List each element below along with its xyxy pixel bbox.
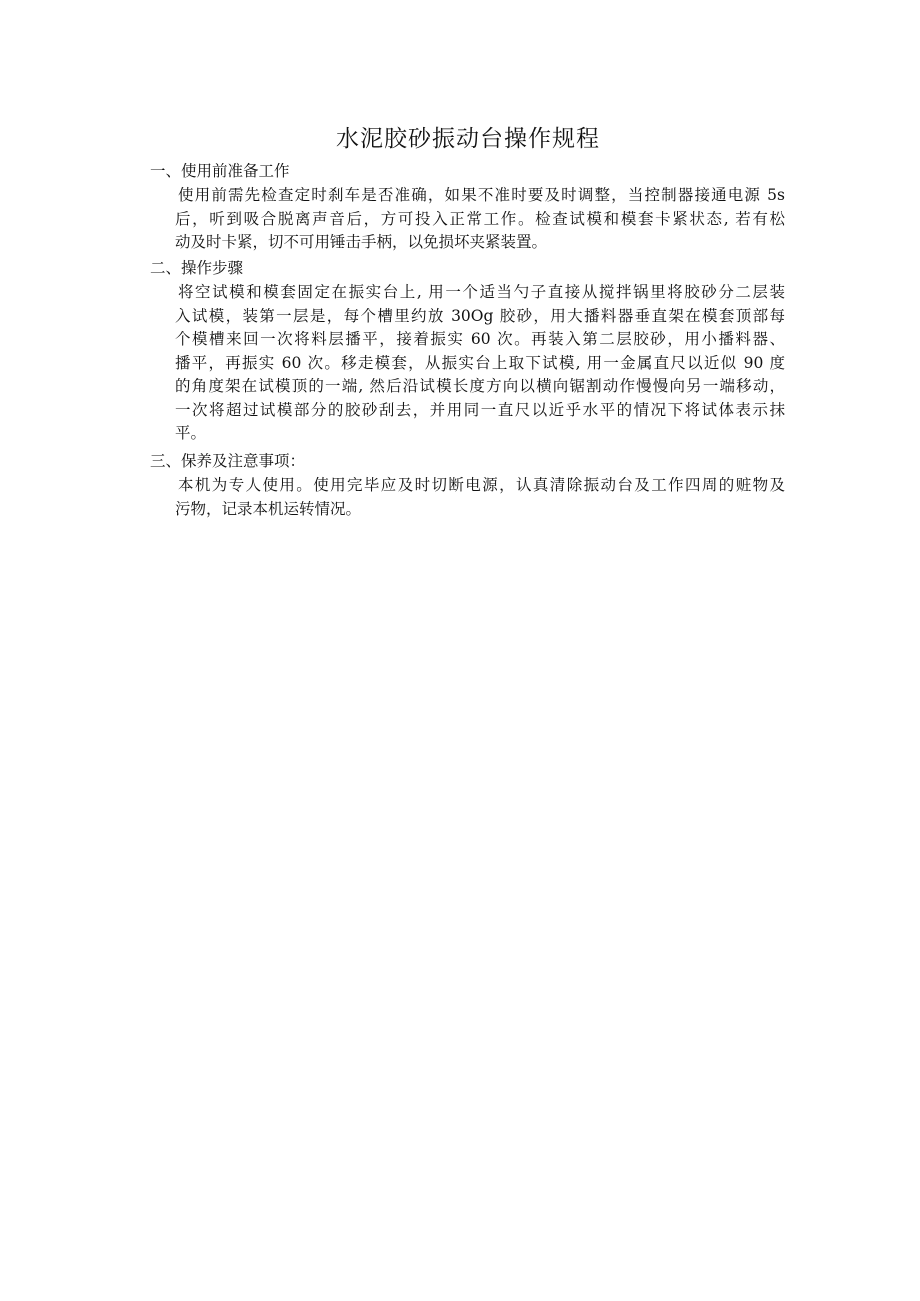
paragraph-line: 一次将超过试模部分的胶砂刮去，并用同一直尺以近乎水平的情况下将试体表示抹 bbox=[175, 400, 785, 419]
paragraph-line: 本机为专人使用。使用完毕应及时切断电源，认真清除振动台及工作四周的赃物及 bbox=[178, 476, 785, 494]
paragraph-line: 将空试模和模套固定在振实台上, 用一个适当勺子直接从搅拌锅里将胶砂分二层装 bbox=[178, 283, 785, 301]
section-body-maintenance bbox=[175, 474, 785, 521]
paragraph-line: 的角度架在试模顶的一端, 然后沿试模长度方向以横向锯割动作慢慢向另一端移动， bbox=[175, 377, 785, 395]
section-body-operation-steps bbox=[175, 281, 785, 446]
document-title: 水泥胶砂振动台操作规程 bbox=[336, 126, 600, 152]
paragraph-line: 入试模，装第一层是，每个槽里约放 30Og 胶砂，用大播料器垂直架在模套顶部每 bbox=[175, 306, 785, 325]
paragraph-line: 个模槽来回一次将料层播平，接着振实 60 次。再装入第二层胶砂，用小播料器、 bbox=[175, 330, 785, 348]
paragraph-line: 动及时卡紧，切不可用锤击手柄，以免损坏夹紧装置。 bbox=[175, 233, 548, 251]
paragraph-line: 平。 bbox=[175, 424, 207, 442]
section-heading-maintenance: 三、保养及注意事项： bbox=[150, 452, 306, 470]
paragraph-line: 播平，再振实 60 次。移走模套，从振实台上取下试模, 用一金属直尺以近似 90 度 bbox=[175, 353, 785, 372]
section-heading-preparation: 一、使用前准备工作 bbox=[150, 162, 290, 180]
paragraph-line: 后，听到吸合脱离声音后，方可投入正常工作。检查试模和模套卡紧状态, 若有松 bbox=[175, 209, 785, 228]
paragraph-line: 使用前需先检查定时刹车是否准确，如果不准时要及时调整，当控制器接通电源 5s bbox=[178, 186, 785, 204]
section-heading-operation-steps: 二、操作步骤 bbox=[150, 259, 244, 277]
section-body-preparation bbox=[175, 184, 785, 255]
paragraph-line: 污物，记录本机运转情况。 bbox=[175, 499, 362, 518]
